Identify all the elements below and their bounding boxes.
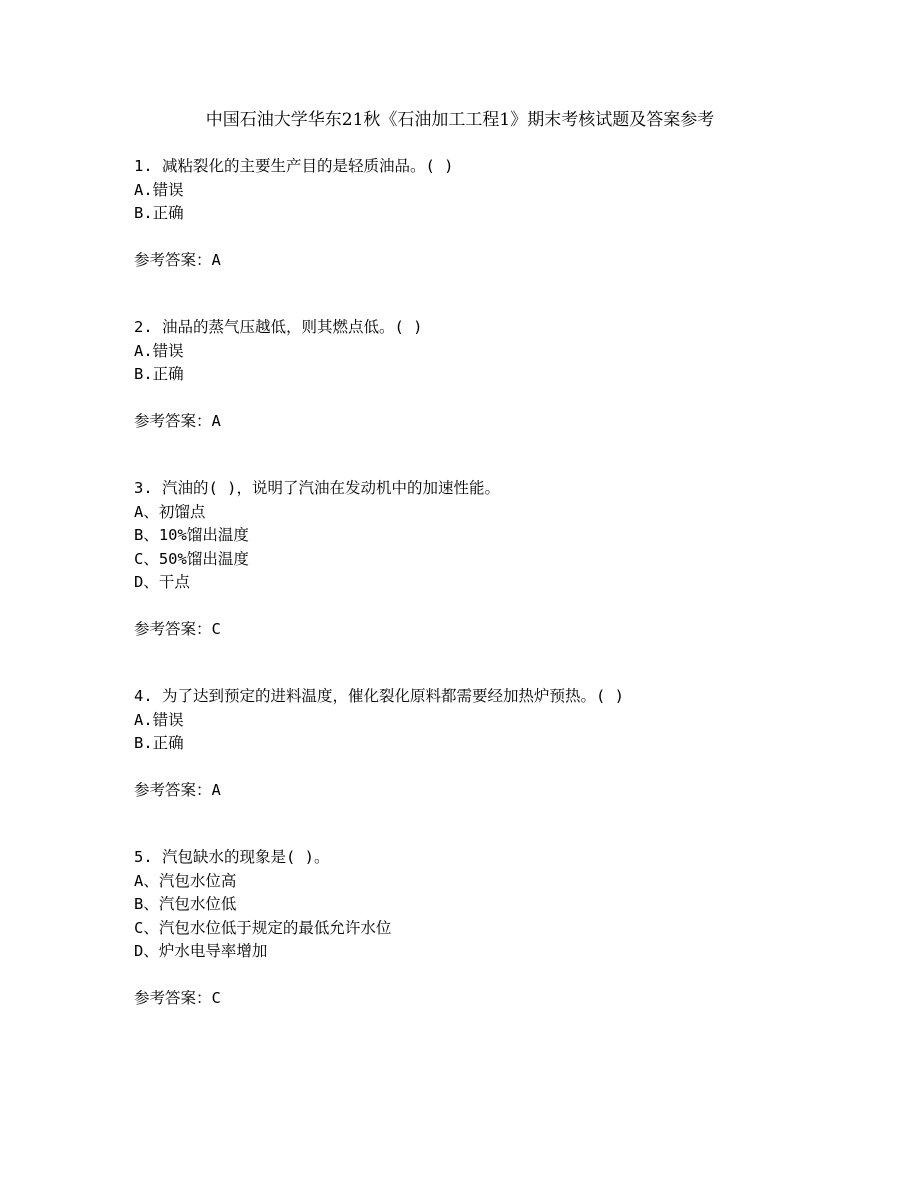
option-a: A、汽包水位高 (134, 871, 237, 890)
option-b: B.正确 (134, 365, 184, 383)
option-a: A.错误 (134, 341, 184, 360)
option-c: C、50%馏出温度 (134, 549, 249, 568)
question-4 (134, 685, 834, 802)
question-stem: 2. 油品的蒸气压越低，则其燃点低。( ) (134, 318, 423, 336)
option-a: A、初馏点 (134, 502, 206, 521)
reference-answer: 参考答案：C (134, 988, 221, 1007)
option-b: B.正确 (134, 734, 184, 752)
question-stem: 5. 汽包缺水的现象是( )。 (134, 848, 330, 866)
question-stem: 4. 为了达到预定的进料温度，催化裂化原料都需要经加热炉预热。( ) (134, 687, 624, 705)
option-c: C、汽包水位低于规定的最低允许水位 (134, 918, 392, 937)
option-b: B、汽包水位低 (134, 895, 237, 913)
option-b: B、10%馏出温度 (134, 526, 249, 544)
question-1 (134, 155, 834, 272)
option-d: D、炉水电导率增加 (134, 942, 268, 960)
question-5 (134, 846, 834, 1010)
reference-answer: 参考答案：C (134, 619, 221, 638)
option-a: A.错误 (134, 710, 184, 729)
reference-answer: 参考答案：A (134, 250, 221, 269)
option-b: B.正确 (134, 204, 184, 222)
option-d: D、干点 (134, 573, 190, 591)
document-title: 中国石油大学华东21秋《石油加工工程1》期末考核试题及答案参考 (205, 110, 715, 130)
reference-answer: 参考答案：A (134, 411, 221, 430)
question-stem: 1. 减粘裂化的主要生产目的是轻质油品。( ) (134, 157, 454, 175)
question-2 (134, 316, 834, 433)
option-a: A.错误 (134, 180, 184, 199)
question-3 (134, 477, 834, 641)
reference-answer: 参考答案：A (134, 780, 221, 799)
question-stem: 3. 汽油的( )，说明了汽油在发动机中的加速性能。 (134, 479, 500, 497)
